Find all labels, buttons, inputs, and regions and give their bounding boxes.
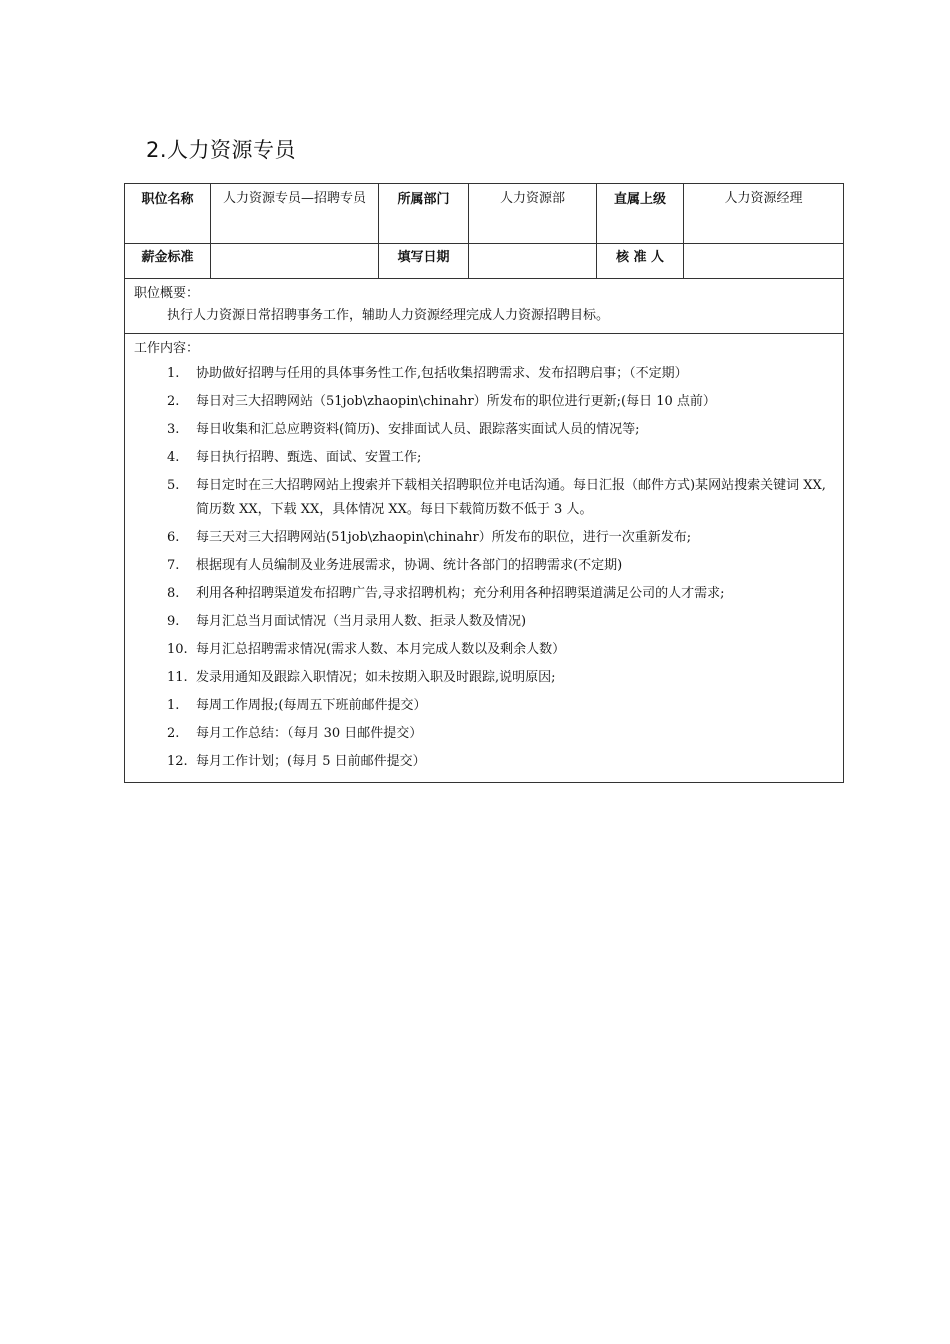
list-item-text: 每周工作周报;(每周五下班前邮件提交） xyxy=(196,698,427,713)
list-item-text: 每日执行招聘、甄选、面试、安置工作; xyxy=(196,450,422,465)
department-label: 所属部门 xyxy=(379,184,469,244)
work-content-label: 工作内容： xyxy=(134,341,200,356)
list-item-number: 3. xyxy=(167,422,180,437)
list-item xyxy=(134,582,834,606)
list-item-text: 每月工作计划；(每月 5 日前邮件提交） xyxy=(196,754,426,769)
list-item xyxy=(134,750,834,774)
list-item xyxy=(134,362,834,386)
list-item xyxy=(134,722,834,746)
list-item-number: 8. xyxy=(167,586,180,601)
list-item xyxy=(134,610,834,634)
direct-superior-label: 直属上级 xyxy=(597,184,684,244)
department-value: 人力资源部 xyxy=(469,184,597,244)
fill-date-value xyxy=(469,244,597,279)
table-row xyxy=(125,184,844,244)
list-item xyxy=(134,694,834,718)
list-item-text: 协助做好招聘与任用的具体事务性工作,包括收集招聘需求、发布招聘启事；（不定期） xyxy=(196,366,688,381)
list-item xyxy=(134,526,834,550)
position-name-label: 职位名称 xyxy=(125,184,211,244)
work-content-section xyxy=(125,334,844,783)
list-item-text: 每月汇总当月面试情况（当月录用人数、拒录人数及情况) xyxy=(196,614,527,629)
work-content-list xyxy=(134,362,834,774)
table-row xyxy=(125,334,844,783)
list-item-number: 9. xyxy=(167,614,180,629)
fill-date-label: 填写日期 xyxy=(379,244,469,279)
position-summary-label: 职位概要： xyxy=(134,286,200,301)
salary-standard-value xyxy=(211,244,379,279)
list-item xyxy=(134,418,834,442)
table-row xyxy=(125,279,844,334)
approver-value xyxy=(684,244,844,279)
list-item-text: 根据现有人员编制及业务进展需求，协调、统计各部门的招聘需求(不定期) xyxy=(196,558,623,573)
list-item-number: 5. xyxy=(167,478,180,493)
list-item-number: 6. xyxy=(167,530,180,545)
approver-label: 核 准 人 xyxy=(597,244,684,279)
list-item-number: 2. xyxy=(167,726,180,741)
job-description-table xyxy=(124,183,844,783)
list-item-text: 每日定时在三大招聘网站上搜索并下载相关招聘职位并电话沟通。每日汇报（邮件方式)某网站搜索关键词 XX,简历数 XX，下载 XX，具体情况 XX。每日下载简历数不低于 3 人。 xyxy=(196,478,826,517)
page-title: 2.人力资源专员 xyxy=(146,138,297,162)
list-item xyxy=(134,554,834,578)
table-row xyxy=(125,244,844,279)
position-summary-text: 执行人力资源日常招聘事务工作，辅助人力资源经理完成人力资源招聘目标。 xyxy=(167,308,610,323)
list-item xyxy=(134,474,834,522)
list-item-number: 1. xyxy=(167,366,180,381)
list-item-number: 2. xyxy=(167,394,180,409)
list-item xyxy=(134,666,834,690)
list-item xyxy=(134,638,834,662)
list-item-text: 每日收集和汇总应聘资料(简历)、安排面试人员、跟踪落实面试人员的情况等; xyxy=(196,422,640,437)
position-name-value: 人力资源专员—招聘专员 xyxy=(211,184,379,244)
list-item-number: 12. xyxy=(167,754,188,769)
list-item-number: 10. xyxy=(167,642,188,657)
direct-superior-value: 人力资源经理 xyxy=(684,184,844,244)
list-item xyxy=(134,446,834,470)
list-item-number: 11. xyxy=(167,670,188,685)
salary-standard-label: 薪金标准 xyxy=(125,244,211,279)
list-item-text: 利用各种招聘渠道发布招聘广告,寻求招聘机构；充分利用各种招聘渠道满足公司的人才需求; xyxy=(196,586,725,601)
list-item-number: 4. xyxy=(167,450,180,465)
list-item-text: 发录用通知及跟踪入职情况；如未按期入职及时跟踪,说明原因; xyxy=(196,670,556,685)
list-item-text: 每日对三大招聘网站（51job\zhaopin\chinahr）所发布的职位进行更新;(每日 10 点前） xyxy=(196,394,716,409)
list-item-text: 每月工作总结：（每月 30 日邮件提交） xyxy=(196,726,423,741)
list-item-number: 1. xyxy=(167,698,180,713)
list-item-text: 每三天对三大招聘网站(51job\zhaopin\chinahr）所发布的职位，进行一次重新发布; xyxy=(196,530,692,545)
list-item-number: 7. xyxy=(167,558,180,573)
position-summary-section xyxy=(125,279,844,334)
list-item xyxy=(134,390,834,414)
list-item-text: 每月汇总招聘需求情况(需求人数、本月完成人数以及剩余人数） xyxy=(196,642,566,657)
